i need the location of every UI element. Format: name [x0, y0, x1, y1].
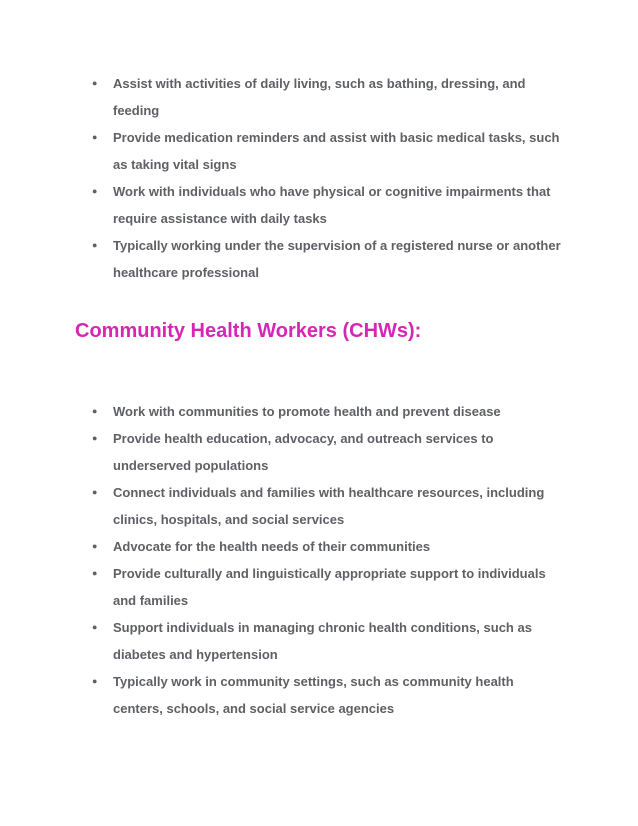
bullet-icon: ● [92, 433, 98, 443]
section-heading-chws: Community Health Workers (CHWs): [75, 320, 422, 342]
list-item-text: Typically working under the supervision of a registered nurse or another healthcare professional [113, 238, 561, 280]
list-item-text: Typically work in community settings, such as community health centers, schools, and social service agencies [113, 674, 514, 716]
list-item-text: Work with communities to promote health and prevent disease [113, 404, 501, 419]
list-item-text: Connect individuals and families with healthcare resources, including clinics, hospitals, and social services [113, 485, 545, 527]
list-item [0, 479, 563, 533]
bullet-list-chw-duties [0, 398, 563, 722]
bullet-icon: ● [92, 240, 98, 250]
bullet-icon: ● [92, 186, 98, 196]
list-item-text: Provide medication reminders and assist with basic medical tasks, such as taking vital signs [113, 130, 560, 172]
list-item-text: Work with individuals who have physical or cognitive impairments that require assistance with daily tasks [113, 184, 551, 226]
list-item [0, 533, 563, 560]
bullet-icon: ● [92, 541, 98, 551]
list-item [0, 668, 563, 722]
list-item [0, 70, 563, 124]
list-item-text: Support individuals in managing chronic health conditions, such as diabetes and hypertension [113, 620, 532, 662]
list-item-text: Assist with activities of daily living, such as bathing, dressing, and feeding [113, 76, 526, 118]
list-item [0, 560, 563, 614]
bullet-list-care-duties [0, 70, 563, 286]
list-item [0, 124, 563, 178]
list-item [0, 232, 563, 286]
list-item [0, 398, 563, 425]
list-item [0, 178, 563, 232]
list-item-text: Advocate for the health needs of their communities [113, 539, 431, 554]
bullet-icon: ● [92, 132, 98, 142]
bullet-icon: ● [92, 676, 98, 686]
bullet-icon: ● [92, 568, 98, 578]
bullet-icon: ● [92, 487, 98, 497]
list-item-text: Provide health education, advocacy, and outreach services to underserved populations [113, 431, 494, 473]
list-item-text: Provide culturally and linguistically appropriate support to individuals and families [113, 566, 546, 608]
list-item [0, 425, 563, 479]
bullet-icon: ● [92, 78, 98, 88]
bullet-icon: ● [92, 622, 98, 632]
bullet-icon: ● [92, 406, 98, 416]
list-item [0, 614, 563, 668]
